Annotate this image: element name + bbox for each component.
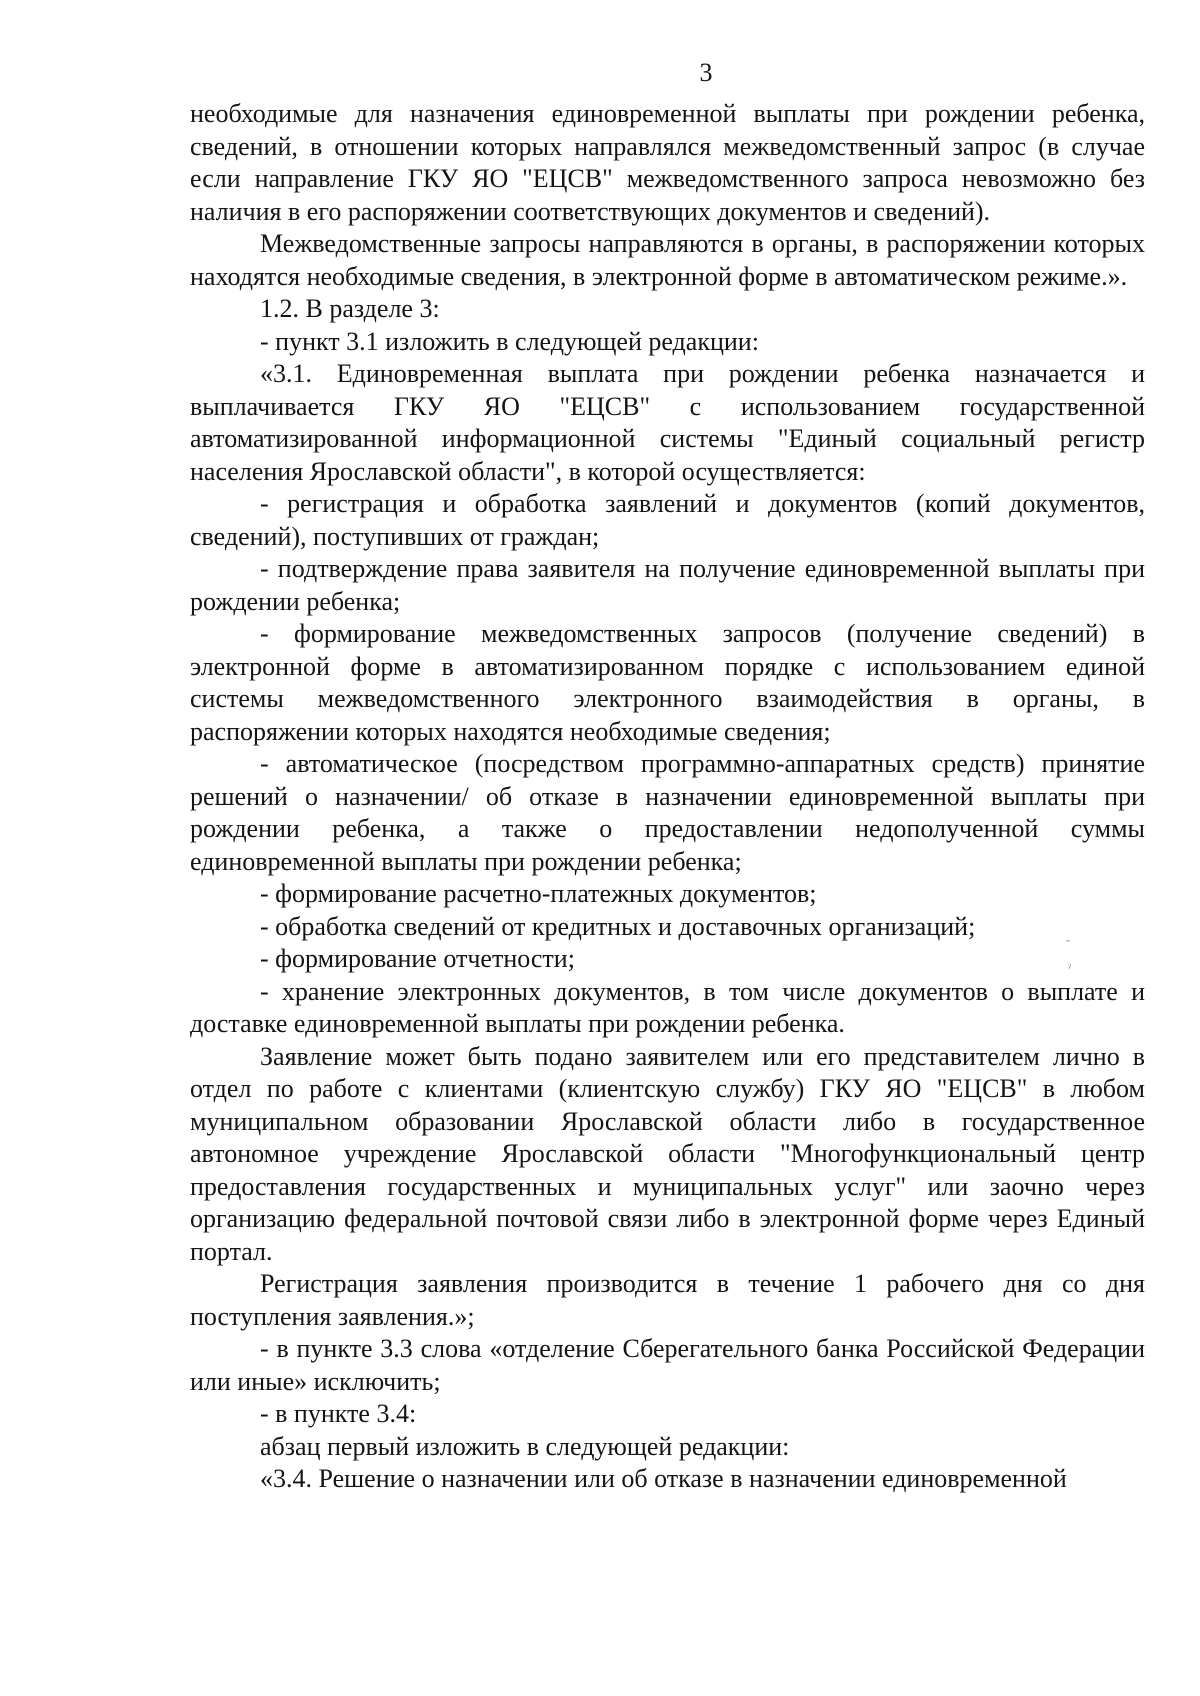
paragraph-section-heading: 1.2. В разделе 3: bbox=[260, 294, 440, 323]
list-item-reporting: - формирование отчетности; bbox=[260, 944, 575, 973]
paragraph-registration-term: Регистрация заявления производится в течение 1 рабочего дня со дня поступления заявления.»; bbox=[190, 1269, 1145, 1331]
list-item-payment-documents: - формирование расчетно-платежных документов; bbox=[260, 879, 817, 908]
paragraph-item-3-4: - в пункте 3.4: bbox=[260, 1399, 417, 1428]
list-item-confirmation: - подтверждение права заявителя на получение единовременной выплаты при рождении ребенка; bbox=[190, 554, 1145, 616]
paragraph-item-3-1-intro: - пункт 3.1 изложить в следующей редакции: bbox=[260, 326, 759, 356]
list-item-processing: - обработка сведений от кредитных и доставочных организаций; bbox=[260, 911, 976, 941]
scan-speck: ˜ bbox=[1066, 937, 1070, 951]
list-item-requests: - формирование межведомственных запросов (получение сведений) в электронной форме в автоматизированном порядке с использованием единой системы межведомственного электронного взаимодействия в органы, в распоряжении которых находятся необходимые сведения; bbox=[190, 619, 1145, 746]
paragraph-item-3-1: «3.1. Единовременная выплата при рождении ребенка назначается и выплачивается ГКУ ЯО "ЕЦСВ" с использованием государственной автоматизированной информационной системы "Единый социальный регистр населения Ярославской области", в которой осуществляется: bbox=[190, 359, 1145, 486]
list-item-automatic-decisions: - автоматическое (посредством программно-аппаратных средств) принятие решений о назначении/ об отказе в назначении единовременной выплаты при рождении ребенка, а также о предоставлении недополученной суммы единовременной выплаты при рождении ребенка; bbox=[190, 749, 1145, 876]
page-number: 3 bbox=[699, 58, 713, 87]
paragraph-interagency-requests: Межведомственные запросы направляются в органы, в распоряжении которых находятся необходимые сведения, в электронной форме в автоматическом режиме.». bbox=[190, 229, 1145, 291]
paragraph-first-subparagraph: абзац первый изложить в следующей редакции: bbox=[260, 1431, 790, 1461]
scan-speck: ˀ bbox=[1068, 961, 1071, 975]
list-item-registration: - регистрация и обработка заявлений и документов (копий документов, сведений), поступивших от граждан; bbox=[190, 489, 1145, 551]
paragraph-item-3-3: - в пункте 3.3 слова «отделение Сберегательного банка Российской Федерации или иные» исключить; bbox=[190, 1334, 1145, 1396]
document-body bbox=[190, 98, 1145, 1496]
list-item-storage: - хранение электронных документов, в том числе документов о выплате и доставке единовременной выплаты при рождении ребенка. bbox=[190, 976, 1145, 1038]
paragraph-item-3-4-text: «3.4. Решение о назначении или об отказе в назначении единовременной bbox=[260, 1464, 1067, 1493]
paragraph-application: Заявление может быть подано заявителем или его представителем лично в отдел по работе с клиентами (клиентскую службу) ГКУ ЯО "ЕЦСВ" в любом муниципальном образовании Ярославской области либо в государственное автономное учреждение Ярославской области "Многофункциональный центр предоставления государственных и муниципальных услуг" или заочно через организацию федеральной почтовой связи либо в электронной форме через Единый портал. bbox=[190, 1041, 1145, 1266]
paragraph-continuation: необходимые для назначения единовременной выплаты при рождении ребенка, сведений, в отношении которых направлялся межведомственный запрос (в случае если направление ГКУ ЯО "ЕЦСВ" межведомственного запроса невозможно без наличия в его распоряжении соответствующих документов и сведений). bbox=[190, 99, 1145, 226]
